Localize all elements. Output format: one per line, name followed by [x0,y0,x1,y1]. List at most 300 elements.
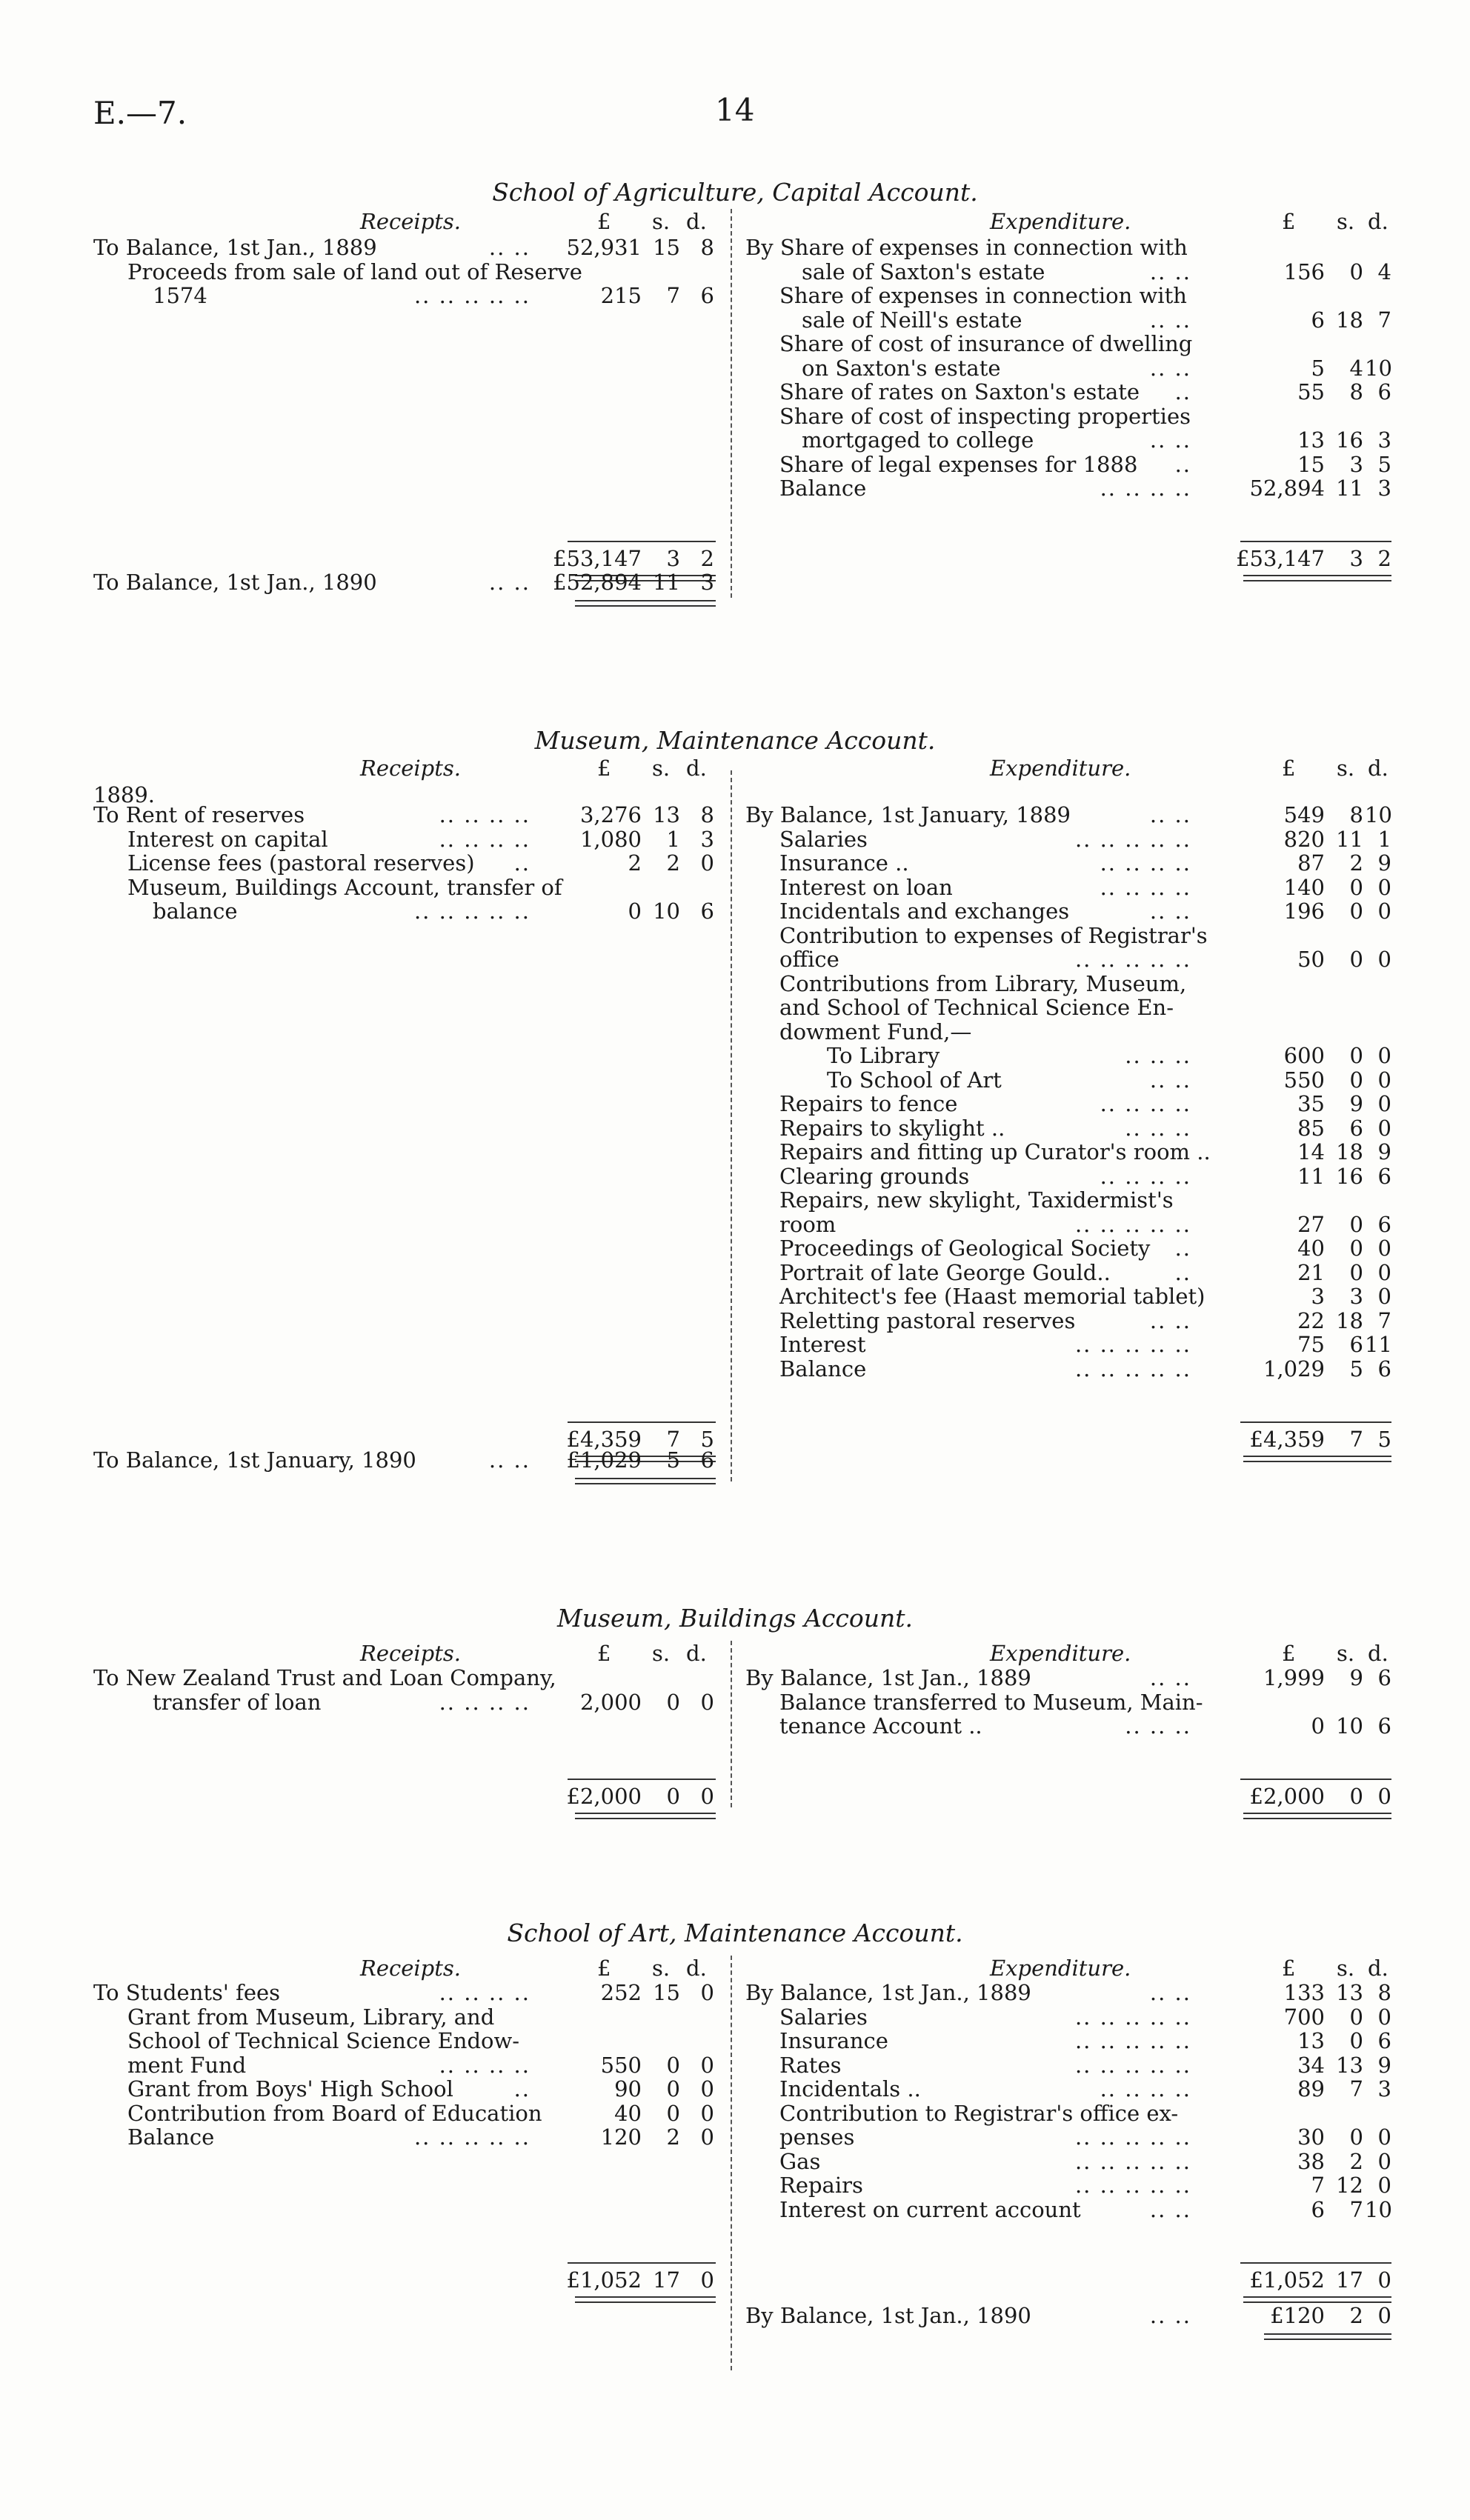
amount-shillings: 0 [1349,2124,1363,2150]
expenditure-entry [745,2125,1391,2150]
money-head-l: £ [1282,209,1296,234]
amount-pounds: £120 [1270,2303,1325,2328]
leader-dots: .. .. .. [1125,1043,1191,1068]
entry-label: Balance [127,2124,215,2150]
column-divider [731,209,732,598]
entry-label: Proceeds from sale of land out of Reserve [127,259,582,284]
amount-pence: 2 [1377,546,1391,571]
money-head-s: s. [652,209,671,234]
amount-pence: 8 [700,235,714,260]
entry-label: By Balance, 1st Jan., 1889 [745,1665,1031,1690]
amount-pounds: 27 [1297,1211,1325,1237]
money-head-d: d. [1368,209,1388,234]
amount-shillings: 7 [1349,2076,1363,2101]
expenditure-entry [745,851,1391,876]
total-double-rule [1243,1456,1391,1462]
expenditure-entry [745,284,1391,308]
entry-label: To School of Art [827,1067,1002,1093]
entry-label: Architect's fee (Haast memorial tablet) [779,1284,1205,1309]
amount-pence: 0 [700,1980,714,2005]
total-double-rule [1243,2296,1391,2303]
amount-pounds: 700 [1283,2004,1325,2030]
amount-shillings: 11 [1336,826,1363,852]
receipts-entry [93,803,716,827]
entry-label: Gas [779,2148,821,2174]
amount-pence: 0 [1377,2148,1391,2174]
amount-shillings: 0 [1349,899,1363,924]
expenditure-entry [745,332,1391,356]
amount-pounds: 215 [600,283,642,308]
amount-pounds: 550 [600,2052,642,2078]
amount-shillings: 16 [1336,1163,1363,1189]
leader-dots: .. .. .. .. [1100,2076,1191,2101]
amount-shillings: 7 [1349,1426,1363,1452]
amount-shillings: 10 [1336,1713,1363,1739]
leader-dots: .. .. [1149,802,1191,827]
amount-pounds: 1,080 [579,826,642,852]
entry-label: Salaries [779,2004,868,2030]
leader-dots: .. .. [1149,427,1191,453]
receipts-entry [93,2053,716,2078]
leader-dots: .. .. [488,1447,531,1473]
amount-shillings: 12 [1336,2173,1363,2198]
entry-label: Incidentals .. [779,2076,921,2101]
expenditure-entry [745,1714,1391,1739]
entry-label: Insurance [779,2028,888,2053]
leader-dots: .. .. .. .. [439,1689,531,1715]
entry-label: transfer of loan [153,1689,322,1715]
expenditure-entry [745,1981,1391,2005]
amount-pence: 8 [1377,1980,1391,2005]
expenditure-entry [745,972,1391,996]
amount-shillings: 8 [1349,379,1363,404]
leader-dots: .. .. .. .. .. [1074,1356,1191,1381]
amount-shillings: 6 [1349,1115,1363,1141]
entry-label: Proceedings of Geological Society [779,1236,1151,1261]
entry-label: office [779,947,839,972]
receipts-entry [93,2125,716,2150]
receipts-entry [93,1666,716,1690]
amount-pounds: 40 [1297,1236,1325,1261]
expenditure-entry [745,1309,1391,1333]
amount-pounds: 85 [1297,1115,1325,1141]
entry-label: By Share of expenses in connection with [745,235,1188,260]
amount-pence: 10 [1365,2196,1392,2222]
money-head-d: d. [686,1956,707,1981]
amount-shillings: 16 [1336,427,1363,453]
entry-label: Interest on loan [779,874,953,900]
amount-pounds: 600 [1283,1043,1325,1068]
leader-dots: .. .. .. .. .. [1074,1211,1191,1237]
amount-shillings: 0 [1349,2028,1363,2053]
amount-pounds: £53,147 [553,546,642,571]
amount-pounds: 0 [628,899,642,924]
entry-label: Clearing grounds [779,1163,970,1189]
receipts-entry [93,2077,716,2101]
leader-dots: .. .. [1149,2303,1191,2328]
leader-dots: .. .. .. .. [1100,1091,1191,1116]
section-title: School of Art, Maintenance Account. [507,1919,963,1947]
expenditure-entry [745,236,1391,260]
expenditure-entry [745,453,1391,477]
money-head-d: d. [686,1641,707,1666]
account-year: 1889. [93,782,156,807]
expenditure-entry [745,380,1391,404]
amount-pence: 3 [1377,427,1391,453]
amount-shillings: 0 [1349,1211,1363,1237]
amount-shillings: 5 [666,1447,680,1473]
receipts-heading: Receipts. [360,1956,461,1981]
amount-shillings: 0 [1349,947,1363,972]
leader-dots: .. .. [488,235,531,260]
expenditure-entry [745,899,1391,924]
amount-pounds: £2,000 [1249,1784,1325,1809]
amount-shillings: 0 [1349,1784,1363,1809]
money-head-l: £ [597,1641,611,1666]
leader-dots: .. .. .. .. [439,2052,531,2078]
receipts-total [93,1784,716,1809]
money-head-s: s. [652,1641,671,1666]
entry-label: and School of Technical Science En- [779,995,1174,1020]
expenditure-entry [745,2101,1391,2126]
amount-pounds: 22 [1297,1307,1325,1333]
total-rule [568,541,716,542]
leader-dots: .. .. .. .. .. [1074,2004,1191,2030]
amount-shillings: 3 [1349,451,1363,477]
amount-shillings: 0 [666,1784,680,1809]
amount-pence: 0 [700,1689,714,1715]
leader-dots: .. .. .. .. [1100,476,1191,501]
leader-dots: .. .. .. .. .. [1074,2173,1191,2198]
entry-label: To New Zealand Trust and Loan Company, [93,1665,556,1690]
leader-dots: .. .. .. .. .. [413,899,531,924]
amount-pounds: 6 [1311,307,1325,333]
column-divider [731,770,732,1481]
money-head-d: d. [686,209,707,234]
entry-label: Repairs, new skylight, Taxidermist's [779,1187,1174,1213]
amount-pounds: 550 [1283,1067,1325,1093]
receipts-entry [93,1981,716,2005]
leader-dots: .. .. .. .. .. [1074,947,1191,972]
amount-pounds: 196 [1283,899,1325,924]
amount-pence: 0 [700,2076,714,2101]
amount-pence: 3 [700,826,714,852]
expenditure-entry [745,1284,1391,1309]
money-head-s: s. [1337,1956,1355,1981]
amount-shillings: 6 [1349,1332,1363,1357]
amount-shillings: 10 [653,899,680,924]
money-head-s: s. [652,1956,671,1981]
amount-pence: 6 [700,283,714,308]
leader-dots: .. .. [1149,259,1191,284]
entry-label: Repairs to skylight .. [779,1115,1005,1141]
amount-pounds: £4,359 [1249,1426,1325,1452]
entry-label: Share of expenses in connection with [779,283,1187,308]
expenditure-entry [745,2077,1391,2101]
amount-pence: 5 [1377,1426,1391,1452]
receipts-total [93,2268,716,2293]
column-divider [731,1956,732,2370]
amount-pence: 11 [1365,1332,1392,1357]
amount-shillings: 2 [1349,850,1363,876]
entry-label: Contribution to expenses of Registrar's [779,922,1208,948]
amount-pence: 6 [1377,1713,1391,1739]
receipts-entry [93,899,716,924]
expenditure-entry [745,1357,1391,1381]
amount-pence: 6 [1377,2028,1391,2053]
amount-shillings: 17 [1336,2267,1363,2293]
amount-shillings: 2 [666,2124,680,2150]
leader-dots: .. [513,2076,531,2101]
amount-pence: 0 [1377,1284,1391,1309]
expenditure-heading: Expenditure. [990,1641,1131,1666]
entry-label: penses [779,2124,855,2150]
money-head-s: s. [1337,209,1355,234]
expenditure-entry [745,2198,1391,2222]
receipts-entry [93,260,716,284]
amount-shillings: 18 [1336,1307,1363,1333]
leader-dots: .. [513,850,531,876]
entry-label: By Balance, 1st Jan., 1890 [745,2303,1031,2328]
amount-pence: 6 [700,1447,714,1473]
money-head-d: d. [1368,1641,1388,1666]
amount-shillings: 15 [653,1980,680,2005]
page-reference: E.—7. [93,95,187,131]
receipts-entry [93,236,716,260]
amount-pounds: £53,147 [1236,546,1325,571]
expenditure-entry [745,260,1391,284]
entry-label: ment Fund [127,2052,247,2078]
leader-dots: .. .. .. .. .. [1074,2124,1191,2150]
money-head-l: £ [1282,1956,1296,1981]
amount-pounds: 1,999 [1263,1665,1325,1690]
expenditure-entry [745,1188,1391,1213]
amount-pence: 0 [1377,1043,1391,1068]
entry-label: To Balance, 1st Jan., 1890 [93,570,377,595]
amount-pounds: 13 [1297,427,1325,453]
money-head-l: £ [597,209,611,234]
amount-shillings: 2 [1349,2303,1363,2328]
amount-shillings: 13 [653,802,680,827]
amount-shillings: 0 [666,2076,680,2101]
expenditure-entry [745,2053,1391,2078]
receipts-entry [93,851,716,876]
expenditure-entry [745,428,1391,453]
entry-label: Repairs to fence [779,1091,958,1116]
amount-pounds: 133 [1283,1980,1325,2005]
expenditure-entry [745,404,1391,429]
money-head-l: £ [1282,1641,1296,1666]
entry-label: Repairs and fitting up Curator's room .. [779,1139,1211,1164]
leader-dots: .. .. .. .. .. [1074,2148,1191,2174]
amount-pounds: 6 [1311,2196,1325,2222]
leader-dots: .. .. [488,570,531,595]
expenditure-entry [745,1164,1391,1189]
entry-label: To Balance, 1st Jan., 1889 [93,235,377,260]
expenditure-entry [745,308,1391,333]
page-number: 14 [715,92,755,128]
entry-label: sale of Neill's estate [802,307,1022,333]
leader-dots: .. .. .. .. [1100,874,1191,900]
expenditure-heading: Expenditure. [990,756,1131,781]
receipts-entry [93,1690,716,1715]
amount-pence: 10 [1365,355,1392,381]
leader-dots: .. [1174,1259,1191,1285]
amount-shillings: 3 [666,546,680,571]
amount-pounds: 3,276 [579,802,642,827]
leader-dots: .. [1174,1236,1191,1261]
amount-pence: 7 [1377,1307,1391,1333]
expenditure-entry [745,1044,1391,1068]
amount-pounds: 13 [1297,2028,1325,2053]
amount-pence: 0 [700,2267,714,2293]
leader-dots: .. .. .. .. [439,1980,531,2005]
amount-pence: 8 [700,802,714,827]
leader-dots: .. .. [1149,1307,1191,1333]
leader-dots: .. .. .. .. .. [1074,826,1191,852]
expenditure-entry [745,2005,1391,2030]
amount-pounds: £52,894 [553,570,642,595]
money-head-s: s. [1337,756,1355,781]
amount-shillings: 17 [653,2267,680,2293]
amount-shillings: 0 [1349,1259,1363,1285]
closing-double-rule [1264,2333,1391,2340]
amount-shillings: 0 [666,1689,680,1715]
amount-pence: 6 [700,899,714,924]
amount-shillings: 9 [1349,1665,1363,1690]
leader-dots: .. .. .. .. [1100,850,1191,876]
expenditure-entry [745,1236,1391,1261]
entry-label: Interest on current account [779,2196,1081,2222]
amount-pounds: £2,000 [566,1784,642,1809]
amount-pence: 0 [1377,899,1391,924]
amount-shillings: 0 [666,2100,680,2126]
amount-pounds: 21 [1297,1259,1325,1285]
receipts-entry [93,876,716,900]
amount-pounds: £1,029 [566,1447,642,1473]
leader-dots: .. .. .. [1125,1713,1191,1739]
amount-shillings: 1 [666,826,680,852]
amount-pence: 9 [1377,1139,1391,1164]
amount-pounds: 2 [628,850,642,876]
entry-label: Contribution to Registrar's office ex- [779,2100,1179,2126]
leader-dots: .. .. .. .. [1100,1163,1191,1189]
expenditure-entry [745,2029,1391,2053]
entry-label: balance [153,899,238,924]
amount-pounds: 40 [614,2100,642,2126]
expenditure-total [745,547,1391,571]
entry-label: By Balance, 1st Jan., 1889 [745,1980,1031,2005]
amount-pounds: 7 [1311,2173,1325,2198]
total-rule [568,2262,716,2264]
money-head-l: £ [597,756,611,781]
entry-label: Grant from Museum, Library, and [127,2004,495,2030]
amount-shillings: 15 [653,235,680,260]
amount-pounds: 14 [1297,1139,1325,1164]
receipts-heading: Receipts. [360,756,461,781]
section-title: Museum, Buildings Account. [556,1604,914,1633]
leader-dots: .. .. .. .. .. [413,2124,531,2150]
amount-pence: 6 [1377,379,1391,404]
expenditure-total [745,1427,1391,1452]
entry-label: School of Technical Science Endow- [127,2028,520,2053]
expenditure-entry [745,827,1391,852]
amount-pounds: 140 [1283,874,1325,900]
amount-pence: 0 [700,2124,714,2150]
total-rule [1240,2262,1391,2264]
amount-pence: 9 [1377,850,1391,876]
entry-label: tenance Account .. [779,1713,982,1739]
receipts-entry [93,2029,716,2053]
leader-dots: .. .. .. [1125,1115,1191,1141]
amount-pounds: 0 [1311,1713,1325,1739]
expenditure-entry [745,2150,1391,2174]
amount-pounds: £1,052 [566,2267,642,2293]
entry-label: mortgaged to college [802,427,1034,453]
leader-dots: .. .. .. .. [439,802,531,827]
amount-pence: 1 [1377,826,1391,852]
leader-dots: .. [1174,379,1191,404]
entry-label: Reletting pastoral reserves [779,1307,1076,1333]
amount-pounds: 11 [1297,1163,1325,1189]
amount-pence: 6 [1377,1211,1391,1237]
amount-pence: 0 [1377,2004,1391,2030]
amount-pence: 0 [700,850,714,876]
receipts-entry [93,2101,716,2126]
amount-pounds: 89 [1297,2076,1325,2101]
amount-pence: 3 [1377,476,1391,501]
entry-label: Grant from Boys' High School [127,2076,453,2101]
amount-pounds: 156 [1283,259,1325,284]
amount-pounds: 252 [600,1980,642,2005]
expenditure-entry [745,1333,1391,1357]
entry-label: Incidentals and exchanges [779,899,1070,924]
leader-dots: .. .. .. .. [439,826,531,852]
expenditure-entry [745,1666,1391,1690]
expenditure-entry [745,356,1391,381]
amount-shillings: 2 [1349,2148,1363,2174]
leader-dots: .. .. [1149,2196,1191,2222]
entry-label: Balance transferred to Museum, Main- [779,1689,1203,1715]
amount-pence: 0 [700,1784,714,1809]
amount-pence: 3 [700,570,714,595]
leader-dots: .. .. .. .. .. [1074,2052,1191,2078]
amount-shillings: 0 [1349,1067,1363,1093]
money-head-d: d. [1368,756,1388,781]
amount-pounds: 75 [1297,1332,1325,1357]
money-head-l: £ [1282,756,1296,781]
expenditure-total [745,1784,1391,1809]
receipts-total [93,547,716,571]
amount-pounds: 52,931 [566,235,642,260]
receipts-heading: Receipts. [360,209,461,234]
amount-shillings: 11 [653,570,680,595]
amount-pence: 0 [1377,947,1391,972]
entry-label: To Students' fees [93,1980,281,2005]
entry-label: Contributions from Library, Museum, [779,970,1187,996]
amount-pounds: 87 [1297,850,1325,876]
amount-pence: 0 [1377,874,1391,900]
closing-double-rule [575,600,716,607]
amount-pounds: 549 [1283,802,1325,827]
expenditure-entry [745,947,1391,972]
entry-label: To Library [827,1043,940,1068]
amount-shillings: 13 [1336,1980,1363,2005]
money-head-s: s. [1337,1641,1355,1666]
leader-dots: .. .. [1149,1665,1191,1690]
amount-pence: 0 [1377,1067,1391,1093]
amount-pounds: £1,052 [1249,2267,1325,2293]
